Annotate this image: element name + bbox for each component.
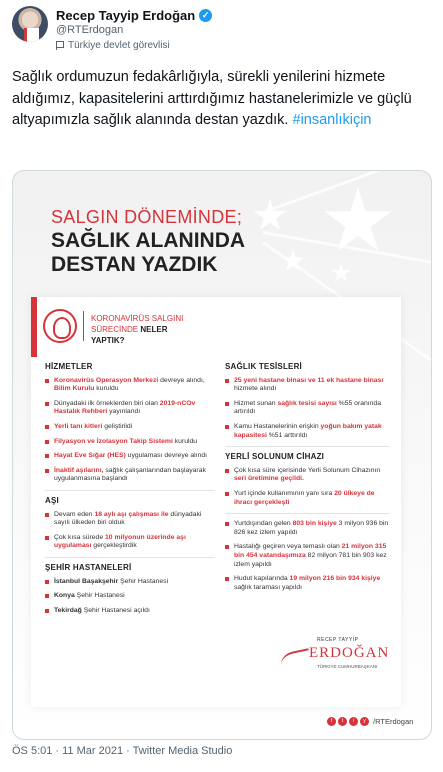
- list-item: [225, 377, 389, 394]
- tweet-body: Sağlık ordumuzun fedakârlığıyla, sürekli yenilerini hizmete aldığımız, kapasitelerini arttırdığımız hastanelerimizle ve güçlü altyapımızla sağlık alanında destan yazdık.: [12, 69, 412, 128]
- right-column: [225, 363, 389, 598]
- item-text: uygulaması devreye alındı: [125, 452, 208, 460]
- item-text: kuruldu: [172, 437, 198, 445]
- section-title-sehir: ŞEHİR HASTANELERİ: [45, 562, 132, 572]
- headline-line3: DESTAN YAZDIK: [51, 253, 218, 276]
- item-highlight: Hayat Eve Sığar (HES): [54, 452, 126, 460]
- item-highlight: seri üretimine geçildi.: [234, 475, 304, 483]
- signature-bottom: TÜRKİYE CUMHURBAŞKANI: [317, 664, 378, 669]
- social-links: [327, 717, 413, 726]
- list-item: [45, 377, 215, 394]
- item-text: Çok kısa süre içerisinde Yerli Solunum Cihazının: [234, 466, 381, 474]
- stats-list: [225, 520, 389, 592]
- left-column: [45, 363, 215, 621]
- display-name[interactable]: Recep Tayyip Erdoğan: [56, 8, 196, 23]
- list-item: [225, 490, 389, 507]
- sehir-list: [45, 578, 215, 616]
- item-highlight: 10 milyonun üzerinde aşı uygulaması: [54, 533, 186, 550]
- divider: [225, 446, 389, 447]
- item-text: sağlık çalışanlarından başlayarak uygulanmasına başlandı: [54, 466, 206, 483]
- flag-icon: [56, 41, 64, 50]
- social-handle: /RTErdogan: [373, 717, 414, 726]
- account-label[interactable]: [56, 40, 170, 51]
- subtitle-red: KORONAVİRÜS SALGINI SÜRECİNDE: [91, 314, 184, 334]
- list-item: [45, 467, 215, 484]
- item-text: Şehir Hastanesi: [118, 577, 169, 585]
- list-item: [225, 520, 389, 537]
- item-text: Çok kısa sürede: [54, 533, 105, 541]
- facebook-icon: f: [327, 717, 336, 726]
- list-item: [225, 423, 389, 440]
- list-item: [45, 534, 215, 551]
- item-highlight: İnaktif aşılarını,: [54, 466, 104, 474]
- item-highlight: Yerli tanı kitleri: [54, 422, 103, 430]
- item-text: %51 arttırıldı: [266, 431, 308, 439]
- divider: [83, 311, 84, 341]
- item-text: yayınlandı: [107, 408, 141, 416]
- item-highlight: Bilim Kurulu: [54, 385, 95, 393]
- item-highlight: 19 milyon 216 bin 934 kişiye: [289, 575, 381, 583]
- health-ministry-logo-icon: [43, 309, 77, 343]
- item-text: devreye alındı,: [158, 376, 205, 384]
- name-row: [56, 8, 212, 23]
- item-text: %55 oranında artırıldı: [234, 399, 381, 416]
- item-bold: İstanbul Başakşehir: [54, 577, 119, 585]
- divider: [45, 557, 215, 558]
- item-highlight: yoğun bakım yatak kapasitesi: [234, 422, 382, 439]
- hizmetler-list: [45, 377, 215, 484]
- item-text: hizmete alındı: [234, 385, 277, 393]
- item-highlight: 2019-nCOv Hastalık Rehberi: [54, 399, 196, 416]
- decor-stripe: [262, 170, 432, 214]
- account-label-text: Türkiye devlet görevlisi: [68, 40, 170, 51]
- asi-list: [45, 511, 215, 551]
- solunum-list: [225, 467, 389, 507]
- item-highlight: Filyasyon ve İzolasyon Takip Sistemi: [54, 437, 173, 445]
- item-text: Devam eden: [54, 510, 95, 518]
- item-highlight: 21 milyon 315 bin 454 vatandaşımıza: [234, 543, 387, 559]
- list-item: [225, 543, 389, 569]
- verified-badge-icon: ✓: [199, 9, 212, 22]
- section-title-solunum: YERLİ SOLUNUM CİHAZI: [225, 452, 325, 462]
- decor-star-icon: [331, 263, 351, 283]
- hashtag-link[interactable]: #insanlıkiçin: [292, 112, 372, 128]
- tweet-header: [12, 6, 432, 56]
- list-item: [45, 511, 215, 528]
- tweet-media-image[interactable]: [12, 170, 432, 740]
- poster-headline: [51, 205, 245, 277]
- list-item: [45, 438, 215, 447]
- item-text: Yurt içinde kullanımının yanı sıra: [234, 489, 335, 497]
- instagram-icon: i: [349, 717, 358, 726]
- item-bold: Konya: [54, 592, 75, 600]
- item-highlight: sağlık tesisi sayısı: [277, 399, 337, 407]
- user-handle[interactable]: @RTErdogan: [56, 24, 124, 36]
- item-text: Hizmet sunan: [234, 399, 278, 407]
- avatar[interactable]: [12, 6, 48, 42]
- poster-card: [31, 297, 401, 707]
- item-text: geliştirildi: [102, 422, 133, 430]
- accent-bar: [31, 297, 37, 357]
- item-text: Yurtdışından gelen: [234, 520, 293, 528]
- item-text: Hastalığı geçiren veya temaslı olan: [234, 543, 342, 551]
- twitter-icon: t: [338, 717, 347, 726]
- item-text: kuruldu: [94, 385, 119, 393]
- section-title-tesis: SAĞLIK TESİSLERİ: [225, 362, 302, 371]
- item-highlight: 18 aylı aşı çalışması ile: [94, 510, 169, 518]
- item-highlight: 25 yeni hastane binası ve 11 ek hastane binası: [234, 376, 384, 384]
- section-title-asi: AŞI: [45, 495, 59, 505]
- item-text: sağlık taraması yapıldı: [234, 583, 302, 591]
- item-text: Kamu Hastanelerinin erişkin: [234, 422, 321, 430]
- item-text: Hudut kapılarında: [234, 575, 290, 583]
- signature-top: RECEP TAYYİP: [317, 637, 359, 643]
- list-item: [45, 578, 215, 587]
- item-text: 82 milyon 781 bin 903 kez izlem yapıldı: [234, 551, 387, 568]
- list-item: [225, 467, 389, 484]
- list-item: [45, 592, 215, 601]
- list-item: [225, 575, 389, 592]
- list-item: [45, 423, 215, 432]
- headline-line1: SALGIN DÖNEMİNDE;: [51, 207, 243, 227]
- poster-subtitle: [91, 313, 201, 346]
- list-item: [225, 400, 389, 417]
- headline-line2: SAĞLIK ALANINDA: [51, 229, 246, 252]
- item-bold: Tekirdağ: [54, 606, 82, 614]
- subtitle-dark: NELER YAPTIK?: [91, 325, 168, 345]
- item-highlight: Koronavirüs Operasyon Merkezi: [54, 376, 159, 384]
- tesis-list: [225, 377, 389, 441]
- item-text: 3 milyon 936 bin 826 kez izlem yapıldı: [234, 520, 389, 536]
- divider: [45, 490, 215, 491]
- item-text: gerçekleştirdik: [91, 542, 137, 550]
- item-highlight: 20 ülkeye de ihracı gerçekleşti: [234, 489, 375, 506]
- section-title-hizmetler: HİZMETLER: [45, 362, 93, 371]
- item-text: Şehir Hastanesi açıldı: [81, 606, 150, 614]
- list-item: [45, 452, 215, 461]
- signature-main: ERDOĞAN: [309, 645, 390, 661]
- list-item: [45, 400, 215, 417]
- divider: [225, 513, 389, 514]
- tweet-text: [12, 67, 432, 132]
- item-text: Şehir Hastanesi: [74, 592, 125, 600]
- list-item: [45, 607, 215, 616]
- signature: [281, 637, 391, 677]
- youtube-icon: y: [360, 717, 369, 726]
- item-text: dünyadaki sayılı ülkeden biri olduk: [54, 510, 202, 527]
- tweet-meta[interactable]: ÖS 5:01 · 11 Mar 2021 · Twitter Media Studio: [12, 745, 233, 757]
- item-text: Dünyadaki ilk örneklerden biri olan: [54, 399, 160, 407]
- item-highlight: 803 bin kişiye: [292, 520, 337, 528]
- signature-stroke: [279, 648, 313, 676]
